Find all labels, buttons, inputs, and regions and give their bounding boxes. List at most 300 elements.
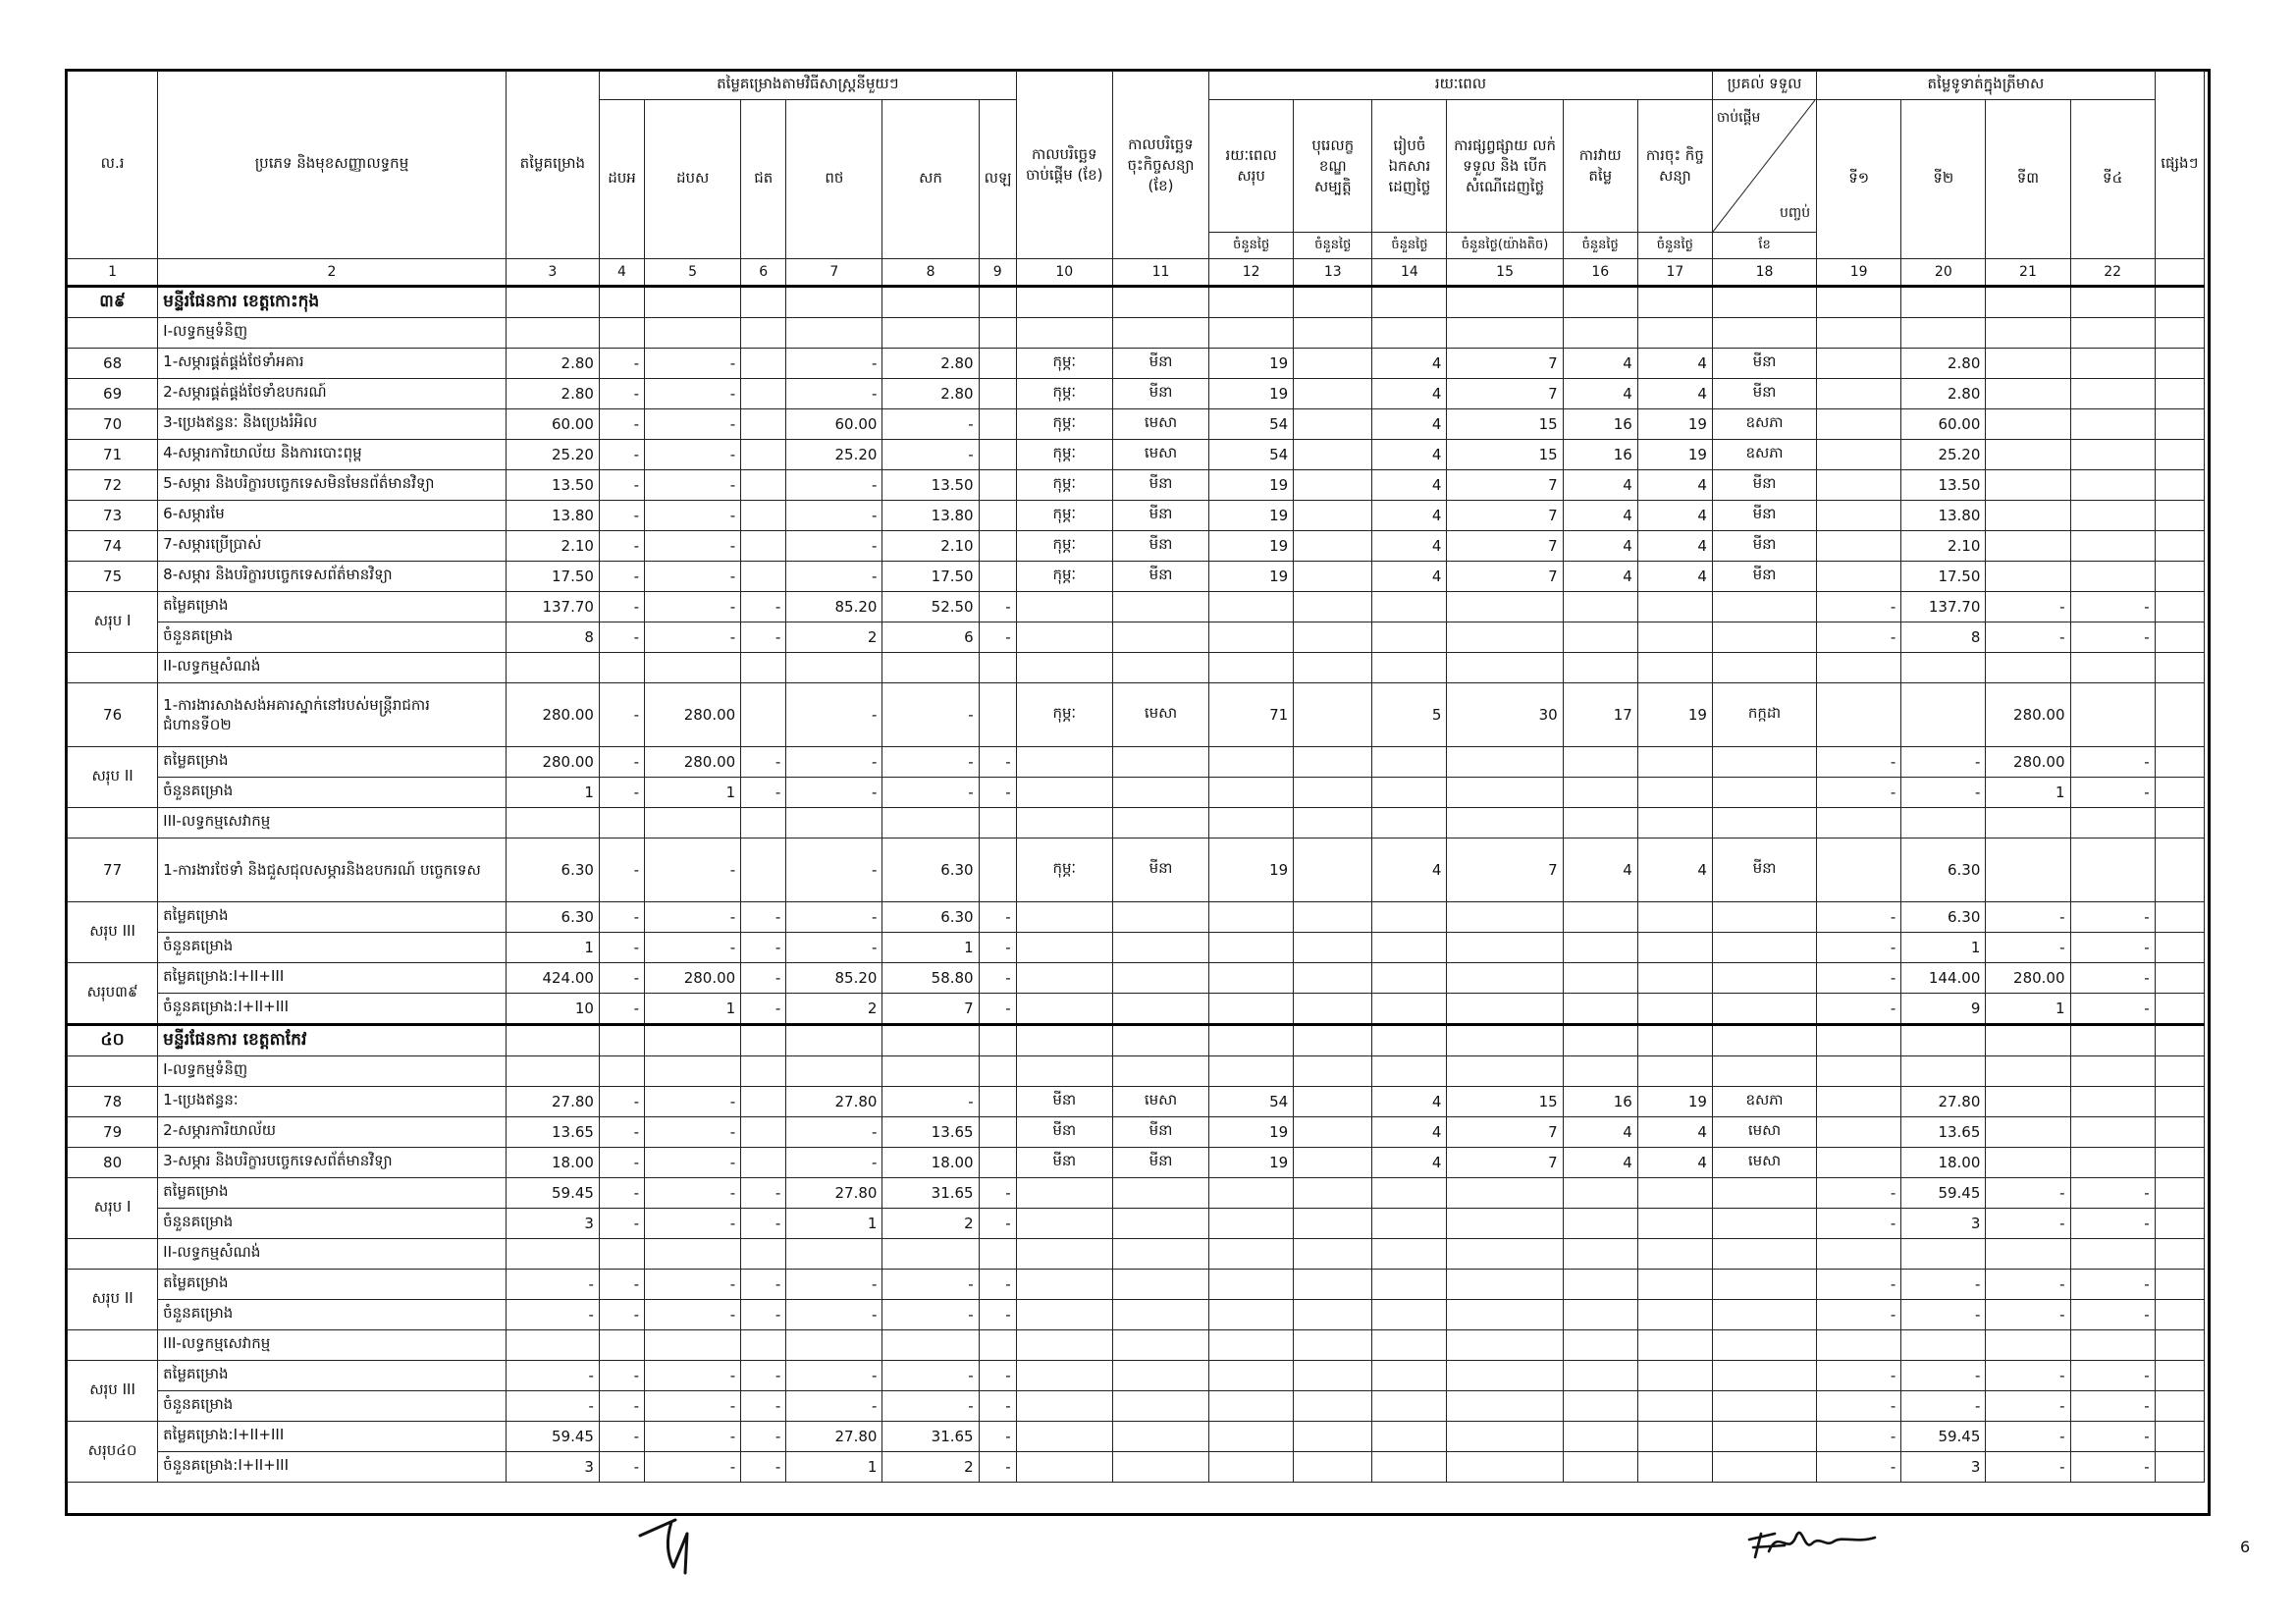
table-cell: 1 (1986, 994, 2070, 1025)
table-cell: - (599, 1391, 644, 1422)
table-cell (645, 318, 741, 349)
table-cell: មេសា (1112, 409, 1208, 440)
table-cell: - (1901, 1270, 1986, 1300)
table-cell (2070, 683, 2155, 747)
table-cell: - (645, 1178, 741, 1209)
table-cell (1016, 1391, 1112, 1422)
table-cell (1294, 963, 1372, 994)
table-cell (2155, 318, 2204, 349)
header-unit-4: ចំនួនថ្ងៃ(យ៉ាងតិច) (1447, 233, 1563, 259)
table-cell (2155, 1025, 2204, 1056)
header-fund-2: ដបស (645, 100, 741, 259)
table-cell (979, 1117, 1016, 1148)
table-cell (882, 1239, 979, 1270)
table-cell: - (882, 1300, 979, 1330)
table-cell (979, 839, 1016, 902)
table-cell: 8 (1901, 622, 1986, 653)
table-cell (1209, 287, 1294, 318)
table-cell (1016, 1361, 1112, 1391)
table-row (68, 562, 2205, 592)
table-cell: មេសា (1712, 1117, 1816, 1148)
column-number-blank (2155, 259, 2204, 287)
table-cell (882, 808, 979, 839)
section-row (68, 1025, 2205, 1056)
header-duration-group: រយៈពេល (1209, 72, 1713, 100)
table-cell: 59.45 (506, 1422, 599, 1452)
table-cell (1112, 1239, 1208, 1270)
header-estimate: តម្លៃគម្រោង (506, 72, 599, 259)
column-number: 21 (1986, 259, 2070, 287)
header-unit-2: ចំនួនថ្ងៃ (1294, 233, 1372, 259)
table-cell (1712, 622, 1816, 653)
column-number: 12 (1209, 259, 1294, 287)
table-cell (1447, 592, 1563, 622)
column-number: 17 (1637, 259, 1712, 287)
table-cell: ចំនួនគម្រោង (158, 1391, 507, 1422)
table-cell: សរុប II (68, 747, 158, 808)
header-receive-end: បញ្ចប់ (1780, 205, 1811, 221)
table-cell (979, 349, 1016, 379)
table-cell: 30 (1447, 683, 1563, 747)
table-cell (1209, 622, 1294, 653)
table-cell: មីនា (1712, 562, 1816, 592)
table-cell: 137.70 (1901, 592, 1986, 622)
table-cell: មីនា (1016, 1087, 1112, 1117)
table-cell (1112, 1270, 1208, 1300)
table-cell: 7 (1447, 1117, 1563, 1148)
table-cell (1901, 1056, 1986, 1087)
table-cell (1986, 839, 2070, 902)
table-cell (645, 1239, 741, 1270)
table-cell: II-លទ្ធកម្មសំណង់ (158, 653, 507, 683)
table-cell (1294, 1148, 1372, 1178)
table-cell (979, 562, 1016, 592)
table-cell (1712, 1056, 1816, 1087)
table-cell (979, 470, 1016, 501)
header-type: ប្រភេទ និងមុខសញ្ញាលទ្ធកម្ម (158, 72, 507, 259)
table-cell (1563, 1391, 1637, 1422)
table-cell: កុម្ភៈ (1016, 839, 1112, 902)
table-cell: - (2070, 1391, 2155, 1422)
subtotal-row (68, 747, 2205, 778)
header-quarter-group: តម្លៃទូទាត់ក្នុងត្រីមាស (1817, 72, 2156, 100)
table-cell (979, 531, 1016, 562)
table-cell (1447, 1178, 1563, 1209)
table-cell: - (645, 1209, 741, 1239)
table-cell: - (2070, 963, 2155, 994)
table-cell: - (786, 933, 882, 963)
subtotal-row (68, 622, 2205, 653)
table-cell (1986, 318, 2070, 349)
table-cell (1817, 349, 1901, 379)
table-cell: 59.45 (1901, 1178, 1986, 1209)
table-cell: - (645, 1117, 741, 1148)
column-number: 2 (158, 259, 507, 287)
table-cell: 25.20 (786, 440, 882, 470)
table-cell (1447, 1025, 1563, 1056)
table-cell: មីនា (1712, 470, 1816, 501)
table-cell (1637, 963, 1712, 994)
table-cell: 7 (1447, 839, 1563, 902)
table-cell (2155, 1300, 2204, 1330)
table-cell: 280.00 (645, 747, 741, 778)
table-cell (1817, 501, 1901, 531)
table-cell (1637, 778, 1712, 808)
table-cell: 31.65 (882, 1178, 979, 1209)
table-cell (599, 318, 644, 349)
header-fund-3: ជត (741, 100, 786, 259)
procurement-plan-table (67, 71, 2205, 1483)
table-cell (506, 318, 599, 349)
table-cell: 2 (882, 1209, 979, 1239)
table-cell: - (645, 1087, 741, 1117)
table-cell (1986, 562, 2070, 592)
table-cell: - (1986, 933, 2070, 963)
table-cell (2155, 1391, 2204, 1422)
table-cell: ចំនួនគម្រោង (158, 1209, 507, 1239)
subtotal-row (68, 778, 2205, 808)
table-cell (1986, 379, 2070, 409)
table-cell: - (882, 1270, 979, 1300)
table-cell: 27.80 (786, 1422, 882, 1452)
table-cell: - (786, 1361, 882, 1391)
table-cell (1294, 1300, 1372, 1330)
table-cell: 144.00 (1901, 963, 1986, 994)
table-cell: 1 (645, 778, 741, 808)
table-cell: 19 (1209, 501, 1294, 531)
table-cell: កុម្ភៈ (1016, 409, 1112, 440)
table-cell (2070, 318, 2155, 349)
table-cell (1294, 1330, 1372, 1361)
table-cell (1294, 379, 1372, 409)
table-cell (2155, 1239, 2204, 1270)
table-cell (1112, 592, 1208, 622)
header-duration-6: ការចុះ កិច្ចសន្យា (1637, 100, 1712, 233)
table-cell: 4 (1372, 531, 1447, 562)
table-cell: 2.80 (1901, 349, 1986, 379)
table-cell: សរុប I (68, 592, 158, 653)
category-row (68, 1239, 2205, 1270)
table-cell: 2.80 (506, 379, 599, 409)
table-row (68, 1148, 2205, 1178)
table-cell: កុម្ភៈ (1016, 683, 1112, 747)
table-cell: - (1817, 1361, 1901, 1391)
subtotal-row (68, 902, 2205, 933)
table-cell: 4 (1637, 1148, 1712, 1178)
handwritten-initial-left (636, 1512, 724, 1581)
table-cell (1016, 778, 1112, 808)
table-cell: - (1986, 1270, 2070, 1300)
table-cell (599, 1239, 644, 1270)
table-cell: - (599, 440, 644, 470)
column-number: 3 (506, 259, 599, 287)
table-cell (506, 287, 599, 318)
table-cell: 19 (1209, 349, 1294, 379)
table-cell: - (741, 592, 786, 622)
table-cell: 73 (68, 501, 158, 531)
table-cell (1986, 349, 2070, 379)
column-number: 13 (1294, 259, 1372, 287)
table-cell: - (645, 1361, 741, 1391)
table-cell: 280.00 (1986, 963, 2070, 994)
table-cell: 16 (1563, 409, 1637, 440)
table-cell (2155, 440, 2204, 470)
table-cell (1112, 747, 1208, 778)
table-cell (1372, 778, 1447, 808)
table-cell: មីនា (1112, 839, 1208, 902)
table-cell (599, 808, 644, 839)
table-cell: 54 (1209, 440, 1294, 470)
table-row (68, 1117, 2205, 1148)
table-cell: 4 (1637, 531, 1712, 562)
table-cell: 16 (1563, 440, 1637, 470)
table-cell: មីនា (1112, 349, 1208, 379)
table-cell (1447, 287, 1563, 318)
table-cell (1016, 1270, 1112, 1300)
table-cell: - (786, 683, 882, 747)
table-cell (1372, 994, 1447, 1025)
table-cell: - (599, 839, 644, 902)
table-cell (1209, 933, 1294, 963)
table-cell (2070, 531, 2155, 562)
table-cell: - (979, 1391, 1016, 1422)
table-cell: 1 (1986, 778, 2070, 808)
table-cell (1986, 1239, 2070, 1270)
table-cell: I-លទ្ធកម្មទំនិញ (158, 318, 507, 349)
table-cell: - (786, 778, 882, 808)
table-cell (1112, 1056, 1208, 1087)
table-cell (1712, 1270, 1816, 1300)
table-cell (786, 653, 882, 683)
table-cell (1209, 1391, 1294, 1422)
table-cell: 4 (1372, 1087, 1447, 1117)
table-cell: 4 (1372, 470, 1447, 501)
table-cell (979, 1087, 1016, 1117)
table-cell: 7 (1447, 379, 1563, 409)
table-cell (645, 1025, 741, 1056)
table-cell (1712, 778, 1816, 808)
table-cell: មីនា (1712, 501, 1816, 531)
table-cell: តម្លៃគម្រោង (158, 1361, 507, 1391)
table-cell: - (786, 1391, 882, 1422)
category-row (68, 318, 2205, 349)
header-funding-group: តម្លៃគម្រោងតាមវិធីសាស្ត្រនីមួយៗ (599, 72, 1016, 100)
table-cell: 280.00 (645, 683, 741, 747)
table-cell: - (979, 902, 1016, 933)
table-cell (1817, 318, 1901, 349)
table-row (68, 440, 2205, 470)
table-cell: - (741, 1270, 786, 1300)
table-cell (1712, 1025, 1816, 1056)
table-cell (506, 1025, 599, 1056)
table-cell: - (599, 902, 644, 933)
table-cell: - (741, 1361, 786, 1391)
table-cell: - (1986, 902, 2070, 933)
table-cell: - (645, 1422, 741, 1452)
table-cell (1712, 318, 1816, 349)
table-cell (1563, 622, 1637, 653)
table-cell (1372, 747, 1447, 778)
table-cell (2155, 808, 2204, 839)
table-cell: 4 (1563, 562, 1637, 592)
table-cell: សរុប II (68, 1270, 158, 1330)
header-unit-1: ចំនួនថ្ងៃ (1209, 233, 1294, 259)
table-cell (1016, 902, 1112, 933)
table-cell (506, 808, 599, 839)
table-cell: 17.50 (506, 562, 599, 592)
table-cell (882, 1025, 979, 1056)
table-cell (1817, 1025, 1901, 1056)
table-cell: - (1986, 1391, 2070, 1422)
table-cell (1209, 592, 1294, 622)
table-cell (1294, 622, 1372, 653)
table-cell: - (786, 1117, 882, 1148)
table-cell (1712, 653, 1816, 683)
table-cell (786, 318, 882, 349)
table-cell: 4 (1372, 839, 1447, 902)
table-cell (1372, 1209, 1447, 1239)
table-cell: - (645, 1148, 741, 1178)
table-cell: - (979, 747, 1016, 778)
table-cell: - (599, 1270, 644, 1300)
table-cell (1712, 1422, 1816, 1452)
table-cell (645, 287, 741, 318)
table-cell (1112, 808, 1208, 839)
table-cell: - (1986, 622, 2070, 653)
table-cell (68, 1056, 158, 1087)
table-cell: 13.50 (882, 470, 979, 501)
category-row (68, 1056, 2205, 1087)
table-cell (68, 1239, 158, 1270)
table-cell: - (741, 1209, 786, 1239)
table-cell: 2-សម្ភារផ្គត់ផ្គង់ថែទាំឧបករណ៍ (158, 379, 507, 409)
table-cell: 6.30 (882, 902, 979, 933)
table-cell (1209, 1361, 1294, 1391)
table-cell: 7-សម្ភារប្រើប្រាស់ (158, 531, 507, 562)
table-cell: 4 (1637, 470, 1712, 501)
subtotal-row (68, 1209, 2205, 1239)
table-cell (1447, 808, 1563, 839)
table-cell (1372, 1270, 1447, 1300)
table-cell: 4 (1372, 379, 1447, 409)
table-cell: - (786, 902, 882, 933)
table-cell: - (1817, 963, 1901, 994)
table-cell (741, 839, 786, 902)
table-cell (1817, 653, 1901, 683)
table-cell: 3 (1901, 1452, 1986, 1483)
table-cell: 2 (882, 1452, 979, 1483)
table-cell (1016, 808, 1112, 839)
table-cell: មេសា (1712, 1148, 1816, 1178)
table-cell (1447, 1361, 1563, 1391)
table-cell (741, 349, 786, 379)
table-cell (1016, 1330, 1112, 1361)
table-cell: - (741, 778, 786, 808)
table-cell (1209, 963, 1294, 994)
column-number: 11 (1112, 259, 1208, 287)
table-cell (1637, 653, 1712, 683)
table-cell: - (599, 778, 644, 808)
table-cell: - (599, 531, 644, 562)
table-cell: 19 (1209, 1148, 1294, 1178)
table-cell (1294, 1270, 1372, 1300)
table-cell: I-លទ្ធកម្មទំនិញ (158, 1056, 507, 1087)
table-cell (1209, 994, 1294, 1025)
table-cell: - (1817, 1422, 1901, 1452)
table-cell (645, 808, 741, 839)
table-cell: 4 (1637, 1117, 1712, 1148)
table-cell: ចំនួនគម្រោង (158, 778, 507, 808)
table-cell: តម្លៃគម្រោង:I+II+III (158, 963, 507, 994)
table-cell: 2 (786, 994, 882, 1025)
table-cell (741, 653, 786, 683)
table-cell (2070, 1117, 2155, 1148)
table-cell (1563, 1300, 1637, 1330)
table-cell: 78 (68, 1087, 158, 1117)
table-cell (1209, 1422, 1294, 1452)
table-cell (1817, 379, 1901, 409)
table-cell (1901, 1239, 1986, 1270)
table-cell (2155, 1330, 2204, 1361)
table-cell (1817, 839, 1901, 902)
table-cell: - (741, 933, 786, 963)
table-cell (1712, 994, 1816, 1025)
table-cell (1294, 1361, 1372, 1391)
table-cell (1447, 1452, 1563, 1483)
table-cell (2070, 501, 2155, 531)
table-cell (1986, 501, 2070, 531)
table-cell: 4 (1563, 1117, 1637, 1148)
table-cell: 54 (1209, 1087, 1294, 1117)
table-cell (741, 683, 786, 747)
table-cell: មីនា (1712, 839, 1816, 902)
table-cell (68, 653, 158, 683)
table-cell (1817, 683, 1901, 747)
table-cell: - (786, 501, 882, 531)
table-cell (1294, 1239, 1372, 1270)
table-cell (1986, 409, 2070, 440)
table-cell (1817, 1117, 1901, 1148)
column-number: 4 (599, 259, 644, 287)
table-cell (1563, 1239, 1637, 1270)
table-cell (1817, 287, 1901, 318)
table-cell: - (645, 349, 741, 379)
table-cell (1986, 440, 2070, 470)
table-cell: 280.00 (1986, 747, 2070, 778)
table-cell: - (645, 409, 741, 440)
table-cell (1901, 808, 1986, 839)
table-cell: 10 (506, 994, 599, 1025)
table-cell (979, 1056, 1016, 1087)
table-cell (1112, 994, 1208, 1025)
column-number: 16 (1563, 259, 1637, 287)
table-cell (1901, 318, 1986, 349)
table-cell: - (979, 1300, 1016, 1330)
table-cell: 280.00 (645, 963, 741, 994)
table-cell: - (645, 839, 741, 902)
table-cell (1294, 1452, 1372, 1483)
column-number: 5 (645, 259, 741, 287)
table-cell: មីនា (1712, 531, 1816, 562)
table-cell (1986, 808, 2070, 839)
table-cell: 4 (1563, 349, 1637, 379)
table-cell (1294, 747, 1372, 778)
table-cell: មីនា (1016, 1148, 1112, 1178)
table-cell (1447, 1422, 1563, 1452)
table-cell: - (1817, 1391, 1901, 1422)
table-cell: 3 (1901, 1209, 1986, 1239)
table-cell: 1-ការងារសាងសង់អគារស្នាក់នៅរបស់មន្ត្រីរាជការ ជំហានទី០២ (158, 683, 507, 747)
